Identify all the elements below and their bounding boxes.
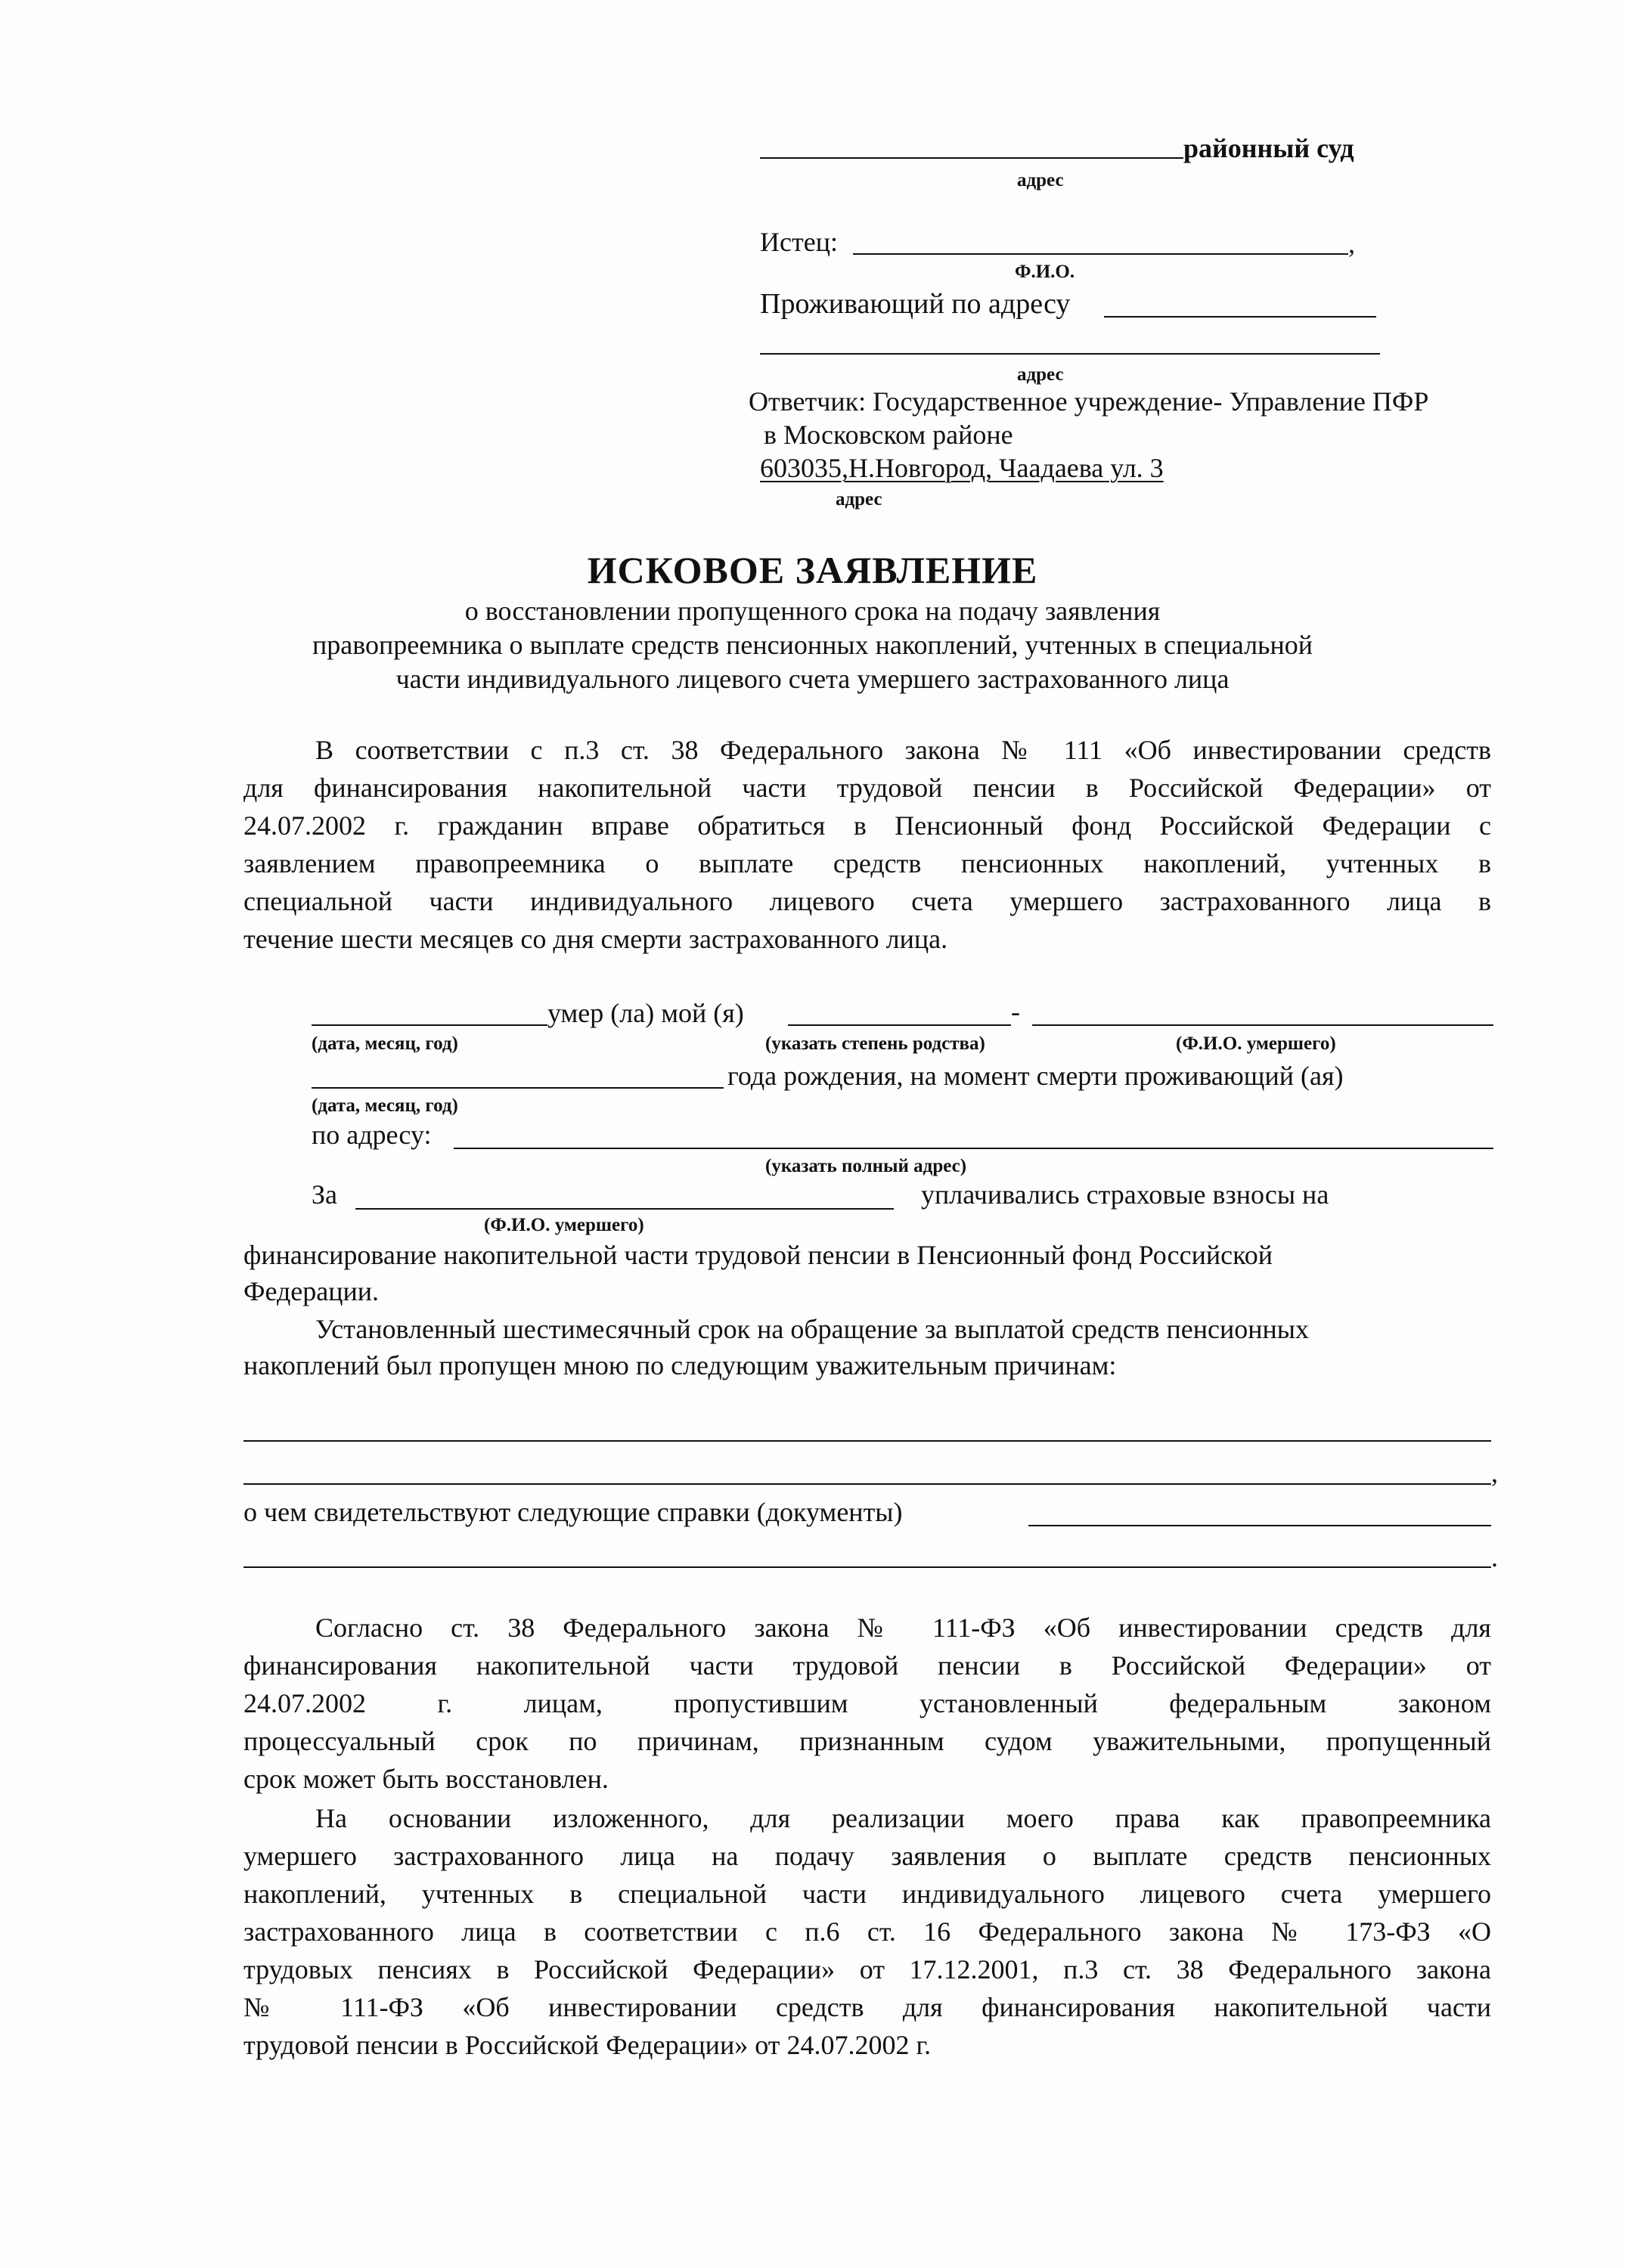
subtitle-line-2: правопреемника о выплате средств пенсионных накоплений, учтенных в специальной — [312, 630, 1313, 660]
hint-deceased-name: (Ф.И.О. умершего) — [1176, 1033, 1336, 1054]
financing-line-1: финансирование накопительной части трудовой пенсии в Пенсионный фонд Российской — [243, 1240, 1273, 1270]
fio-hint: Ф.И.О. — [1015, 262, 1075, 282]
plaintiff-comma: , — [1348, 228, 1355, 259]
subtitle-line-1: о восстановлении пропущенного срока на подачу заявления — [464, 596, 1161, 626]
document-title: ИСКОВОЕ ЗАЯВЛЕНИЕ — [587, 549, 1038, 591]
paragraph-line: финансирования накопительной части трудовой пенсии в Российской Федерации» от — [243, 1650, 1491, 1681]
paragraph-legal-basis — [243, 731, 1491, 958]
address-label: по адресу: — [312, 1120, 432, 1150]
paragraph-line: 24.07.2002 г. лицам, пропустившим установленный федеральным законом — [243, 1688, 1491, 1718]
paragraph-line: накоплений, учтенных в специальной части индивидуального лицевого счета умершего — [243, 1879, 1491, 1909]
payer-name-blank[interactable] — [355, 1208, 894, 1210]
plaintiff-label: Истец: — [760, 227, 838, 257]
birth-text: года рождения, на момент смерти проживающий (ая) — [727, 1061, 1344, 1091]
paragraph-conclusion — [243, 1799, 1491, 2064]
relation-blank[interactable] — [788, 1024, 1011, 1026]
hint-relation: (указать степень родства) — [765, 1033, 985, 1054]
full-address-blank[interactable] — [454, 1148, 1493, 1149]
court-name-blank[interactable] — [760, 157, 1183, 159]
paid-text: уплачивались страховые взносы на — [921, 1179, 1329, 1210]
paragraph-line: трудовой пенсии в Российской Федерации» от 24.07.2002 г. — [243, 2030, 932, 2060]
plaintiff-name-blank[interactable] — [853, 253, 1348, 255]
paragraph-line: № 111-ФЗ «Об инвестировании средств для финансирования накопительной части — [243, 1992, 1491, 2022]
residing-address-blank-2[interactable] — [760, 353, 1380, 355]
documents-text: о чем свидетельствуют следующие справки (документы) — [243, 1497, 903, 1527]
defendant-address: 603035,Н.Новгород, Чаадаева ул. 3 — [760, 453, 1164, 483]
paragraph-line: срок может быть восстановлен. — [243, 1764, 609, 1794]
hint-full-address: (указать полный адрес) — [765, 1156, 967, 1176]
paragraph-line: На основании изложенного, для реализации моего права как правопреемника — [315, 1803, 1491, 1833]
missed-deadline-line-1: Установленный шестимесячный срок на обращение за выплатой средств пенсионных — [315, 1314, 1309, 1344]
address-hint: адрес — [1017, 170, 1064, 191]
paragraph-line: течение шести месяцев со дня смерти застрахованного лица. — [243, 924, 948, 954]
court-suffix: районный суд — [1183, 133, 1354, 163]
paragraph-line: застрахованного лица в соответствии с п.6 ст. 16 Федерального закона № 173-ФЗ «О — [243, 1916, 1491, 1947]
paragraph-line: специальной части индивидуального лицевого счета умершего застрахованного лица в — [243, 886, 1491, 916]
hint-deceased-name: (Ф.И.О. умершего) — [484, 1215, 644, 1235]
paragraph-line: В соответствии с п.3 ст. 38 Федерального закона № 111 «Об инвестировании средств — [315, 735, 1491, 765]
residing-address-blank-1[interactable] — [1104, 316, 1376, 318]
dash: - — [1011, 996, 1020, 1027]
reasons-comma: , — [1491, 1458, 1498, 1488]
address-hint: адрес — [836, 489, 882, 510]
defendant-line-2: в Московском районе — [764, 420, 1013, 450]
paragraph-line: 24.07.2002 г. гражданин вправе обратиться в Пенсионный фонд Российской Федерации с — [243, 810, 1491, 841]
paragraph-line: умершего застрахованного лица на подачу заявления о выплате средств пенсионных — [243, 1841, 1491, 1871]
paragraph-line: трудовых пенсиях в Российской Федерации» от 17.12.2001, п.3 ст. 38 Федерального закона — [243, 1954, 1491, 1984]
death-date-blank[interactable] — [312, 1024, 547, 1026]
paragraph-line: Согласно ст. 38 Федерального закона № 111-ФЗ «Об инвестировании средств для — [315, 1613, 1491, 1643]
defendant-line-1: Ответчик: Государственное учреждение- Управление ПФР — [749, 386, 1429, 417]
documents-blank-1[interactable] — [1028, 1525, 1491, 1526]
documents-blank-2[interactable] — [243, 1566, 1491, 1568]
subtitle-line-3: части индивидуального лицевого счета умершего застрахованного лица — [395, 664, 1230, 694]
address-hint: адрес — [1017, 364, 1064, 385]
documents-period: . — [1491, 1542, 1498, 1572]
residing-label: Проживающий по адресу — [760, 288, 1071, 320]
died-text: умер (ла) мой (я) — [547, 998, 744, 1028]
financing-line-2: Федерации. — [243, 1276, 380, 1306]
reasons-blank-2[interactable] — [243, 1483, 1491, 1485]
paragraph-line: процессуальный срок по причинам, признанным судом уважительными, пропущенный — [243, 1726, 1491, 1756]
reasons-blank-1[interactable] — [243, 1440, 1491, 1442]
za-label: За — [312, 1179, 338, 1210]
paragraph-line: для финансирования накопительной части трудовой пенсии в Российской Федерации» от — [243, 773, 1491, 803]
deceased-name-blank[interactable] — [1032, 1024, 1493, 1026]
paragraph-line: заявлением правопреемника о выплате средств пенсионных накоплений, учтенных в — [243, 848, 1491, 878]
hint-date: (дата, месяц, год) — [312, 1033, 458, 1054]
hint-date: (дата, месяц, год) — [312, 1095, 458, 1116]
birth-date-blank[interactable] — [312, 1087, 724, 1089]
missed-deadline-line-2: накоплений был пропущен мною по следующим уважительным причинам: — [243, 1350, 1117, 1380]
paragraph-restoration — [243, 1609, 1491, 1798]
